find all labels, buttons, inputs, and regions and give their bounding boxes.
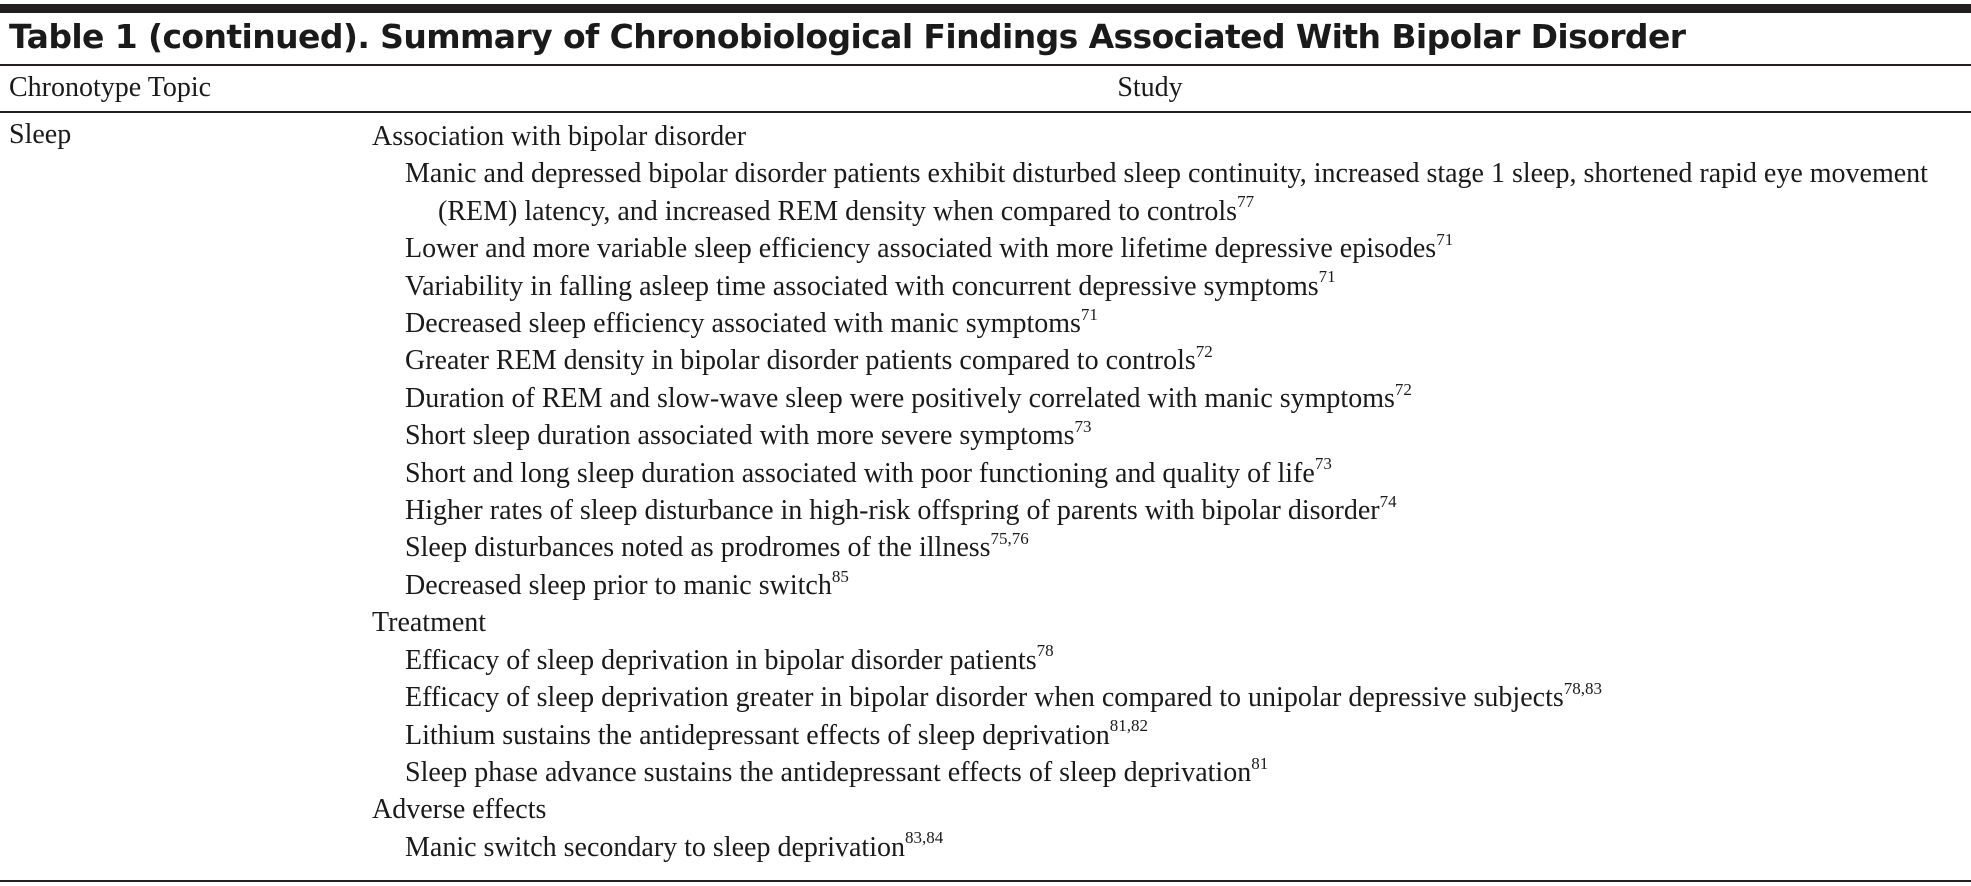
table-bottom-rule [0, 880, 1971, 882]
finding-text: Sleep disturbances noted as prodromes of the illness [405, 532, 991, 564]
reference-superscript: 73 [1314, 454, 1332, 474]
finding-text: Sleep phase advance sustains the antidepressant effects of sleep deprivation [405, 756, 1252, 788]
finding-text: Decreased sleep prior to manic switch [405, 569, 832, 601]
section-heading: Treatment [372, 607, 487, 639]
finding-item [372, 829, 1962, 866]
finding-item [372, 268, 1962, 305]
finding-text: Decreased sleep efficiency associated with manic symptoms [405, 308, 1081, 340]
finding-item [372, 642, 1962, 679]
reference-superscript: 71 [1436, 229, 1454, 249]
finding-section [372, 791, 1962, 866]
reference-superscript: 83,84 [904, 828, 944, 848]
finding-text: Short and long sleep duration associated with poor functioning and quality of life [405, 457, 1315, 489]
reference-superscript: 78,83 [1563, 678, 1602, 698]
finding-text: Short sleep duration associated with more severe symptoms [405, 420, 1075, 452]
finding-item [372, 754, 1962, 791]
finding-item [372, 155, 1962, 230]
finding-text: Greater REM density in bipolar disorder patients compared to controls [405, 345, 1196, 377]
finding-item [372, 230, 1962, 267]
finding-item [372, 417, 1962, 454]
finding-text: Lower and more variable sleep efficiency associated with more lifetime depressive episodes [405, 233, 1437, 265]
finding-text: Manic and depressed bipolar disorder patients exhibit disturbed sleep continuity, increased stage 1 sleep, shortened rapid eye movement (REM) latency, and increased REM density when compared to controls [405, 158, 1928, 227]
finding-text: Efficacy of sleep deprivation greater in bipolar disorder when compared to unipolar depressive subjects [405, 682, 1564, 714]
study-findings [372, 118, 1962, 866]
finding-text: Manic switch secondary to sleep deprivation [405, 831, 905, 863]
finding-text: Lithium sustains the antidepressant effects of sleep deprivation [405, 719, 1110, 751]
reference-superscript: 74 [1379, 491, 1397, 511]
finding-item [372, 679, 1962, 716]
column-header-study: Study [1117, 72, 1183, 103]
reference-superscript: 78 [1036, 641, 1054, 661]
finding-item [372, 455, 1962, 492]
reference-superscript: 81,82 [1109, 716, 1148, 736]
finding-item [372, 380, 1962, 417]
column-header-topic: Chronotype Topic [9, 72, 212, 103]
title-rule [0, 64, 1971, 66]
finding-item [372, 492, 1962, 529]
finding-item [372, 305, 1962, 342]
finding-text: Variability in falling asleep time associated with concurrent depressive symptoms [405, 270, 1319, 302]
reference-superscript: 73 [1074, 416, 1092, 436]
reference-superscript: 85 [831, 566, 849, 586]
section-heading: Association with bipolar disorder [372, 121, 747, 152]
reference-superscript: 71 [1318, 267, 1336, 287]
finding-text: Duration of REM and slow-wave sleep were positively correlated with manic symptoms [405, 382, 1395, 414]
table-title: Table 1 (continued). Summary of Chronobiological Findings Associated With Bipolar Disorder [9, 17, 1686, 56]
finding-text: Efficacy of sleep deprivation in bipolar disorder patients [405, 644, 1037, 676]
reference-superscript: 75,76 [990, 529, 1029, 549]
reference-superscript: 71 [1080, 304, 1098, 324]
finding-text: Higher rates of sleep disturbance in high-risk offspring of parents with bipolar disorder [405, 495, 1380, 527]
reference-superscript: 81 [1251, 753, 1269, 773]
finding-item [372, 567, 1962, 604]
finding-item [372, 529, 1962, 566]
header-rule [0, 111, 1971, 113]
finding-section [372, 604, 1962, 791]
table-top-rule [0, 4, 1971, 13]
reference-superscript: 77 [1237, 192, 1255, 212]
finding-item [372, 717, 1962, 754]
finding-item [372, 342, 1962, 379]
finding-section [372, 118, 1962, 604]
topic-cell: Sleep [9, 119, 72, 150]
section-heading: Adverse effects [372, 794, 547, 826]
reference-superscript: 72 [1195, 342, 1213, 362]
reference-superscript: 72 [1394, 379, 1412, 399]
